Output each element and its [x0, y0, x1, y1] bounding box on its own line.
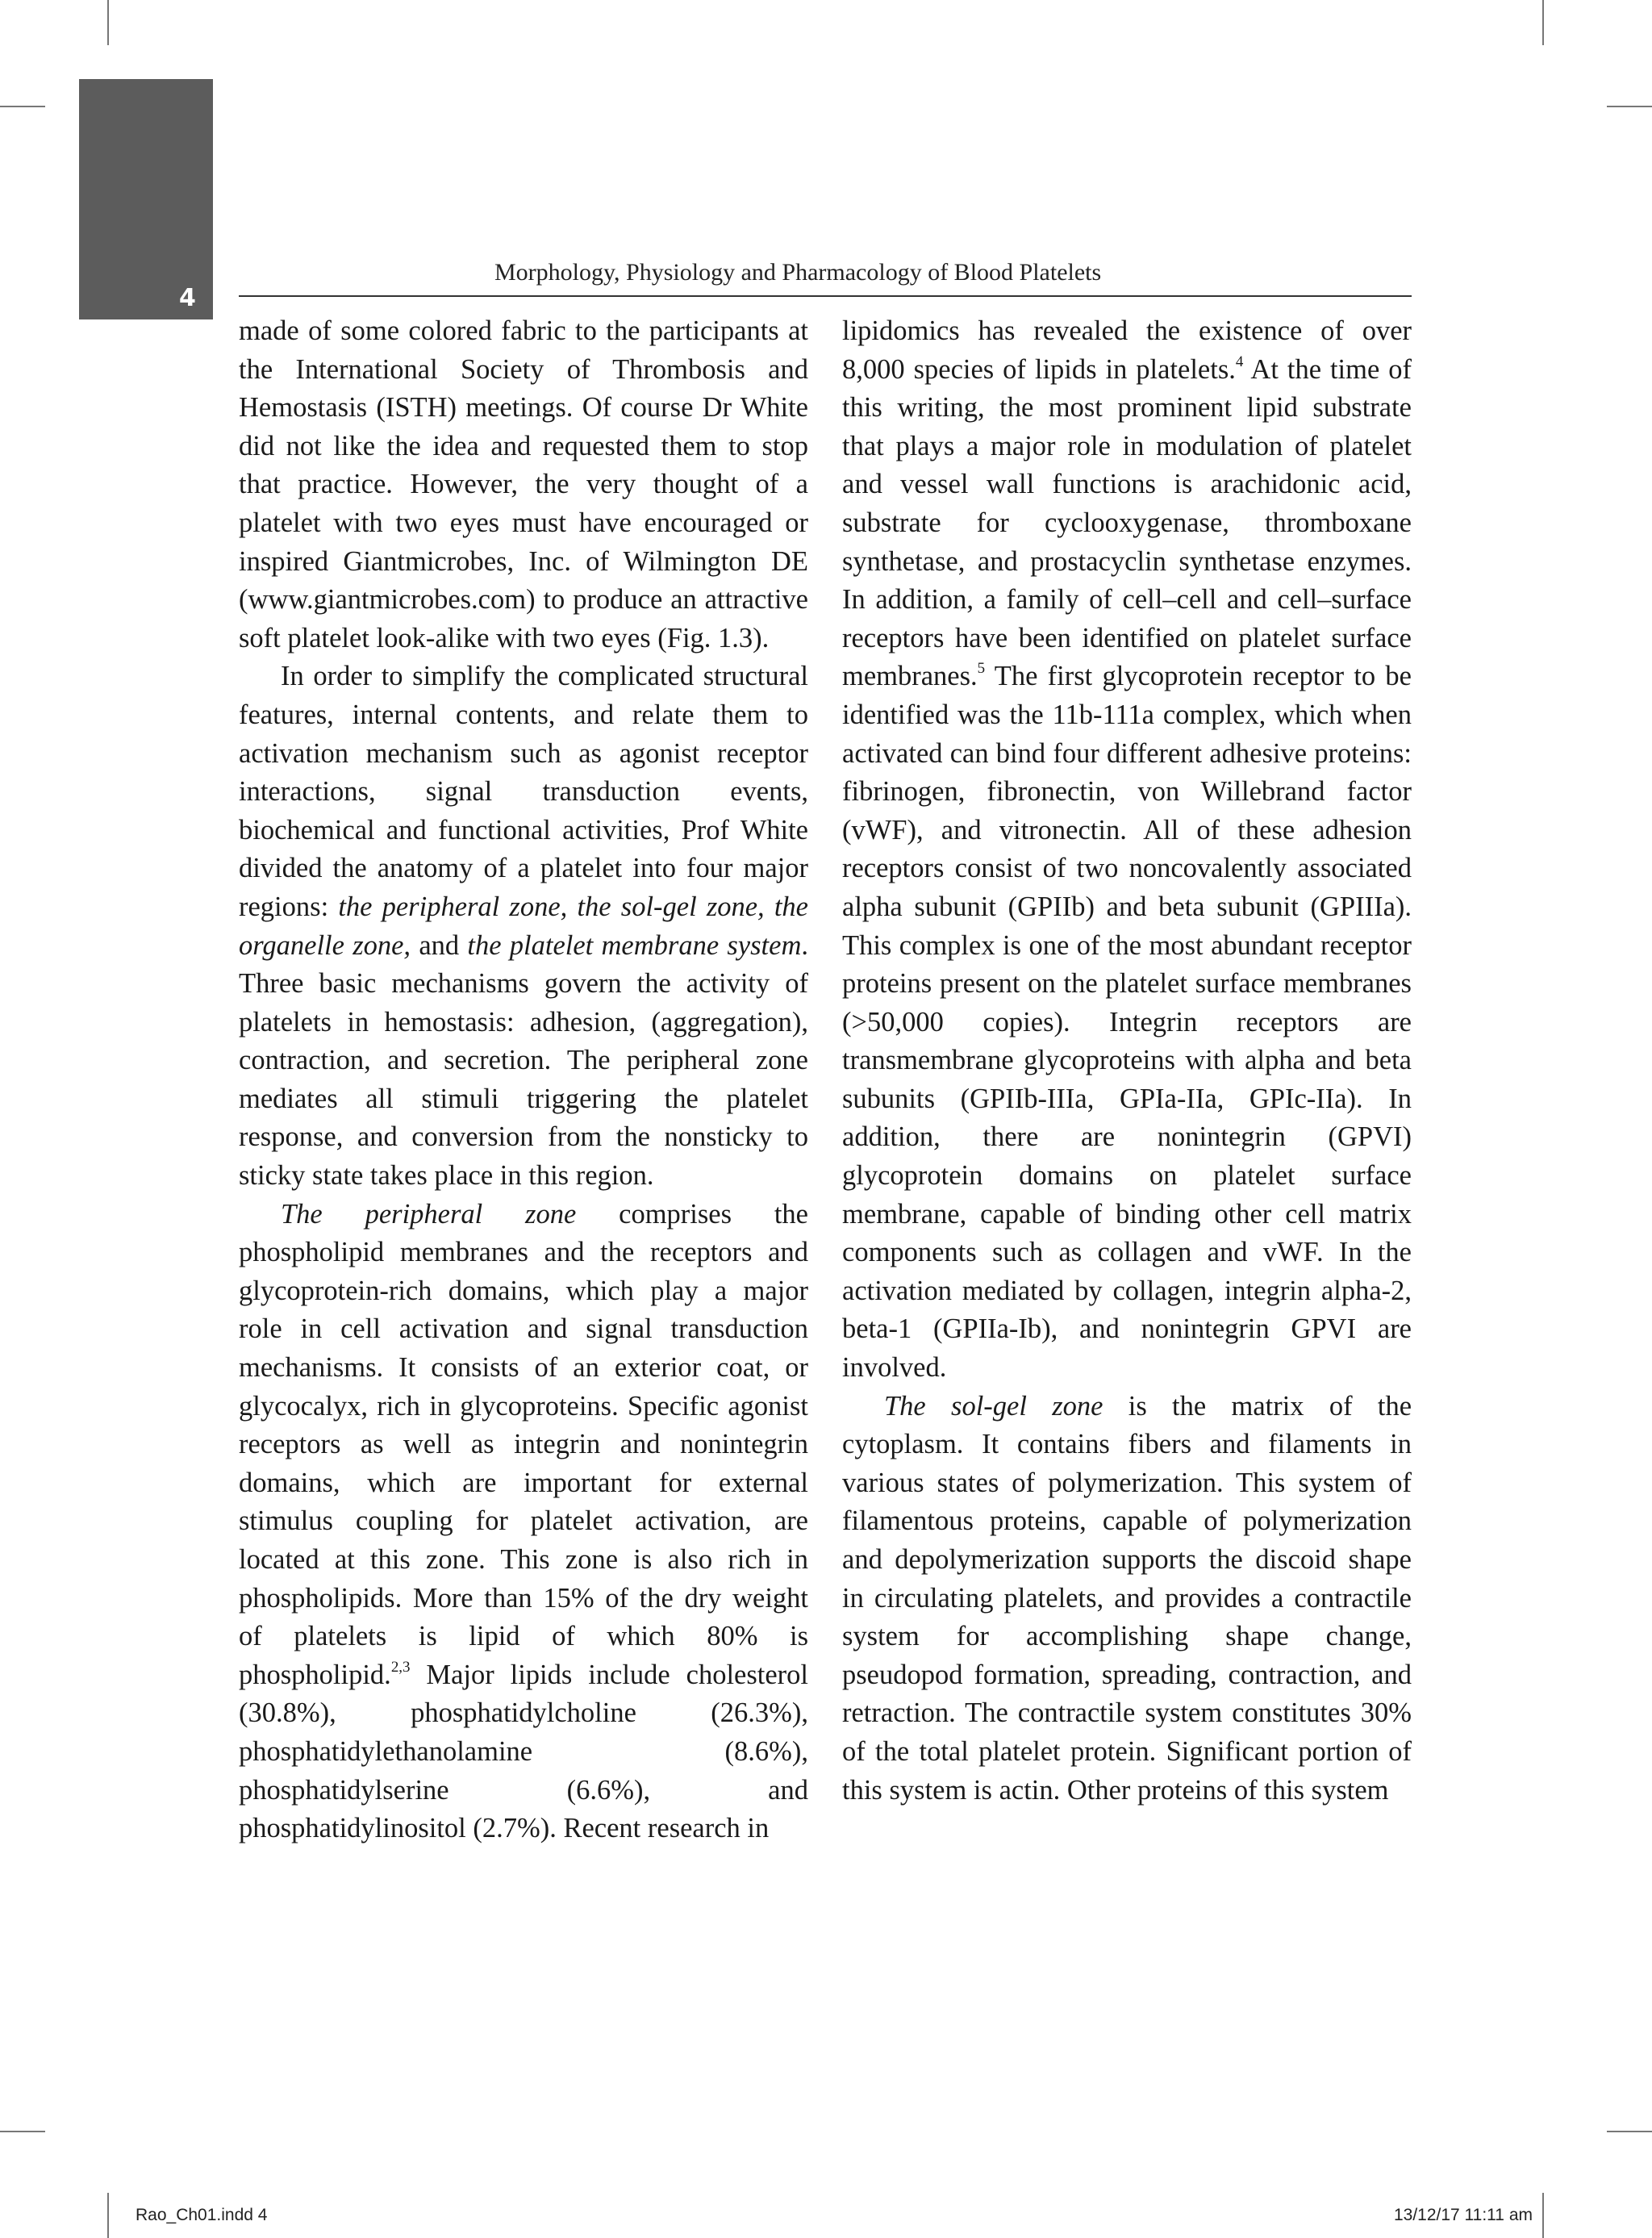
paragraph	[239, 1196, 808, 1848]
crop-mark-bottom-left	[107, 2193, 109, 2238]
text-run: is the matrix of the cytoplasm. It contains fibers and filaments in various states of polymerization. This system of filamentous proteins, capable of polymerization and depolymerization supports the discoid shape in circulating platelets, and provides a contractile system for accomplishing shape change, pseudopod formation, spreading, contraction, and retraction. The contractile system constitutes 30% of the total platelet protein. Significant portion of this system is actin. Other proteins of this system	[842, 1390, 1412, 1806]
footer-timestamp: 13/12/17 11:11 am	[1393, 2206, 1533, 2224]
italic-term: the platelet membrane system	[467, 929, 802, 961]
crop-mark-top-left	[107, 0, 109, 45]
crop-mark-right-bottom	[1607, 2131, 1652, 2132]
paragraph: made of some colored fabric to the participants at the International Society of Thrombosis and Hemostasis (ISTH) meetings. Of course Dr White did not like the idea and requested them to stop that practice. However, the very thought of a platelet with two eyes must have encouraged or inspired Giantmicrobes, Inc. of Wilmington DE (www.giantmicrobes.com) to produce an attractive soft platelet look-alike with two eyes (Fig. 1.3).	[239, 315, 808, 653]
crop-mark-left-bottom	[0, 2131, 45, 2132]
crop-mark-bottom-right	[1542, 2193, 1544, 2238]
text-run: The first glycoprotein receptor to be identified was the 11b-111a complex, which when activated can bind four different adhesive proteins: fibrinogen, fibronectin, von Willebrand factor (vWF), and vitronectin. All of these adhesion receptors consist of two noncovalently associated alpha subunit (GPIIb) and beta subunit (GPIIIa). This complex is one of the most abundant receptor proteins present on the platelet surface membranes (>50,000 copies). Integrin receptors are transmembrane glycoproteins with alpha and beta subunits (GPIIb-IIIa, GPIa-IIa, GPIc-IIa). In addition, there are nonintegrin (GPVI) glycoprotein domains on platelet surface membrane, capable of binding other cell matrix components such as collagen and vWF. In the activation mediated by collagen, integrin alpha-2, beta-1 (GPIIa-Ib), and nonintegrin GPVI are involved.	[842, 661, 1412, 1384]
text-run: lipidomics has revealed the existence of over 8,000 species of lipids in platelets.	[842, 315, 1412, 385]
text-run: comprises the phospholipid membranes and the receptors and glycoprotein-rich domains, which play a major role in cell activation and signal transduction mechanisms. It consists of an exterior coat, or glycocalyx, rich in glycoproteins. Specific agonist receptors as well as integrin and nonintegrin domains, which are important for external stimulus coupling for platelet activation, are located at this zone. This zone is also rich in phospholipids. More than 15% of the dry weight of platelets is lipid of which 80% is phospholipid.	[239, 1198, 808, 1690]
paragraph	[239, 658, 808, 1195]
text-run: Major lipids include cholesterol (30.8%), phosphatidylcholine (26.3%), phosphatidylethanolamine (8.6%), phosphatidylserine (6.6%), and phosphatidylinositol (2.7%). Recent research in	[239, 1659, 808, 1844]
paragraph	[842, 312, 1412, 1388]
crop-mark-right-top	[1607, 106, 1652, 107]
header-rule	[239, 295, 1412, 297]
citation-superscript: 5	[977, 660, 986, 678]
italic-term: The peripheral zone	[281, 1198, 577, 1230]
crop-mark-left-top	[0, 106, 45, 107]
italic-term: the peripheral zone, the sol-gel zone, the organelle zone,	[239, 891, 808, 961]
running-head: Morphology, Physiology and Pharmacology of Blood Platelets	[494, 259, 1102, 286]
footer-filename: Rao_Ch01.indd 4	[136, 2206, 268, 2224]
paragraph	[842, 1388, 1412, 1810]
page-number: 4	[179, 284, 196, 312]
text-run: In order to simplify the complicated structural features, internal contents, and relate them to activation mechanism such as agonist receptor interactions, signal transduction events, biochemical and functional activities, Prof White divided the anatomy of a platelet into four major regions:	[239, 661, 808, 922]
crop-mark-top-right	[1542, 0, 1544, 45]
left-column	[239, 312, 808, 1848]
citation-superscript: 4	[1235, 353, 1244, 370]
text-run: . Three basic mechanisms govern the activity of platelets in hemostasis: adhesion, (aggregation), contraction, and secretion. The peripheral zone mediates all stimuli triggering the platelet response, and conversion from the nonsticky to sticky state takes place in this region.	[239, 929, 808, 1192]
italic-term: The sol-gel zone	[884, 1390, 1103, 1422]
text-run: and	[411, 929, 468, 961]
citation-superscript: 2,3	[390, 1658, 411, 1676]
right-column	[842, 312, 1412, 1810]
text-run: At the time of this writing, the most prominent lipid substrate that plays a major role in modulation of platelet and vessel wall functions is arachidonic acid, substrate for cyclooxygenase, thromboxane synthetase, and prostacyclin synthetase enzymes. In addition, a family of cell–cell and cell–surface receptors have been identified on platelet surface membranes.	[842, 353, 1412, 692]
